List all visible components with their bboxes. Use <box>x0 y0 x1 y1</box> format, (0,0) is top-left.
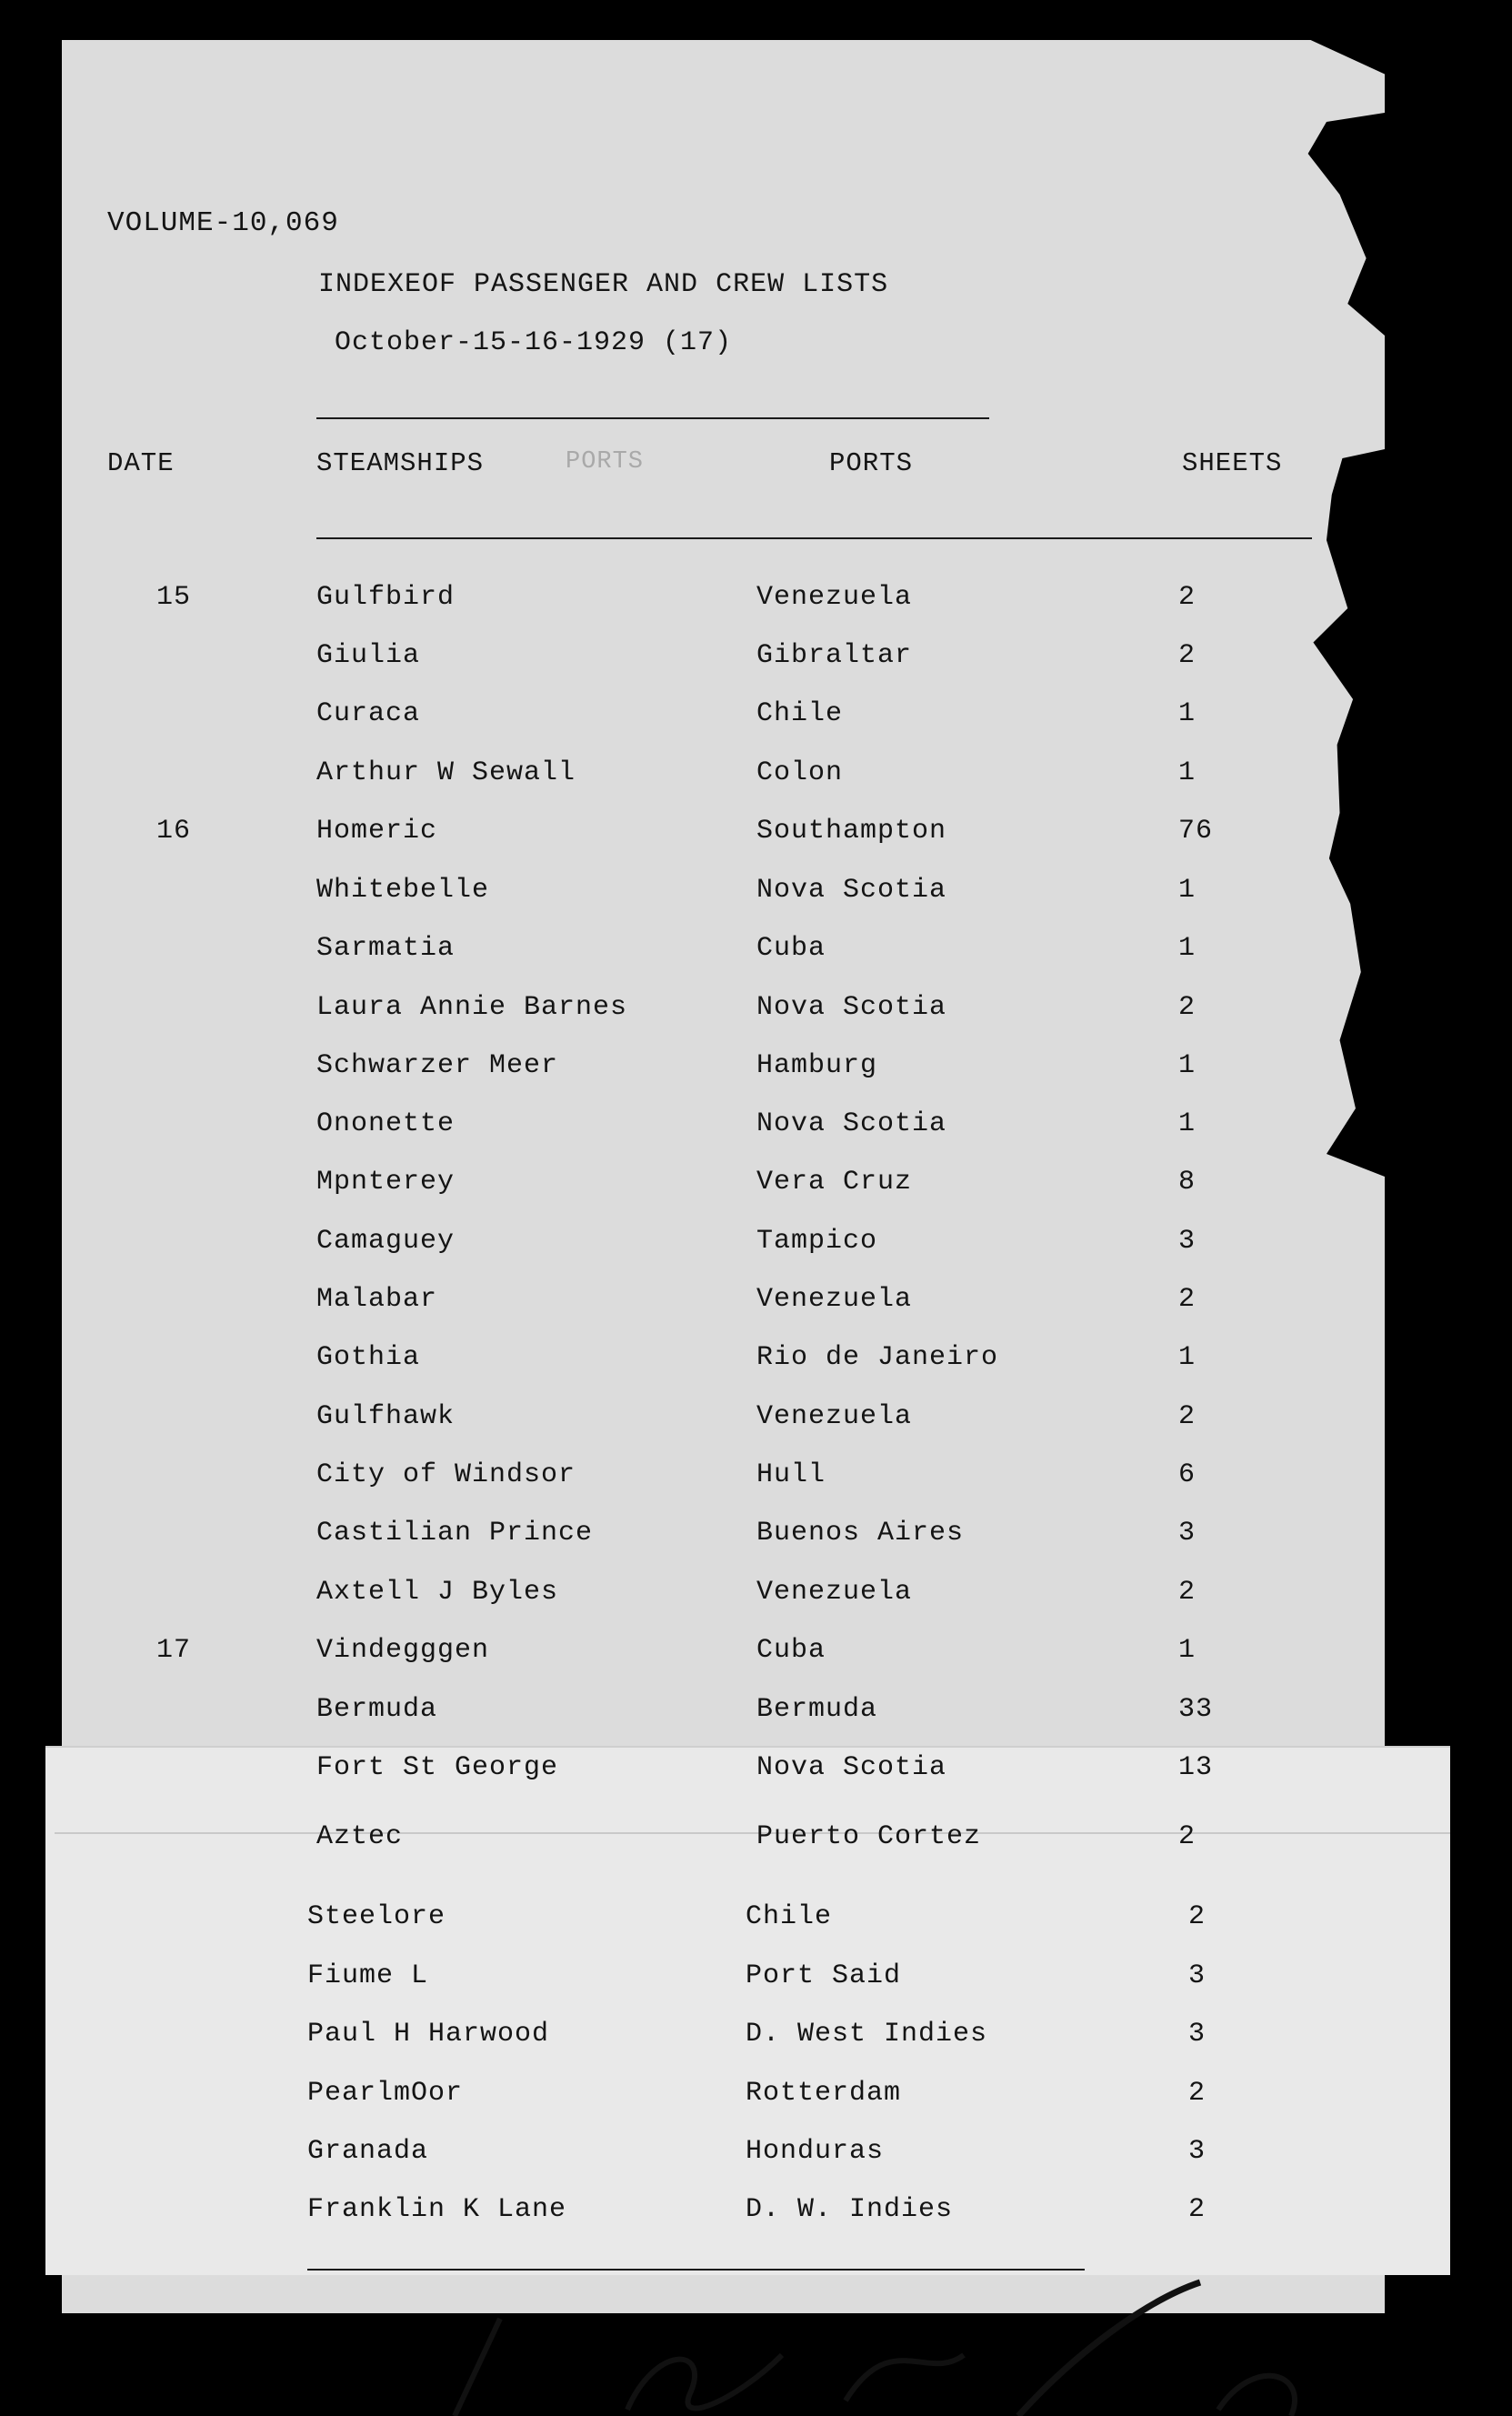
column-header-struck-ports: PORTS <box>566 448 645 476</box>
row-sheets: 2 <box>1178 1821 1197 1852</box>
row-steamship: Gulfbird <box>316 582 456 613</box>
row-sheets: 1 <box>1178 875 1197 906</box>
row-steamship: Ononette <box>316 1108 456 1139</box>
row-sheets: 76 <box>1178 816 1214 847</box>
row-port: Venezuela <box>756 1284 913 1315</box>
slip-edge <box>55 1832 1450 1834</box>
row-port: Hull <box>756 1459 826 1490</box>
row-date: 15 <box>156 582 192 613</box>
row-sheets: 8 <box>1178 1167 1197 1198</box>
row-steamship: Fort St George <box>316 1752 559 1783</box>
row-port: Honduras <box>746 2136 885 2167</box>
column-header-ports: PORTS <box>829 448 914 478</box>
row-sheets: 1 <box>1178 757 1197 788</box>
row-steamship: Whitebelle <box>316 875 490 906</box>
row-port: D. W. Indies <box>746 2194 954 2225</box>
row-steamship: Axtell J Byles <box>316 1577 559 1608</box>
row-date: 17 <box>156 1635 192 1666</box>
row-steamship: Curaca <box>316 698 421 729</box>
row-sheets: 2 <box>1178 1577 1197 1608</box>
signature-scrawl <box>418 2246 1418 2416</box>
title-rule <box>316 417 989 419</box>
row-sheets: 3 <box>1188 2019 1207 2050</box>
column-header-sheets: SHEETS <box>1182 448 1283 478</box>
row-sheets: 2 <box>1178 640 1197 671</box>
row-port: Bermuda <box>756 1694 878 1725</box>
row-steamship: Camaguey <box>316 1226 456 1257</box>
row-steamship: Steelore <box>307 1901 446 1932</box>
row-steamship: Laura Annie Barnes <box>316 992 628 1023</box>
row-port: Hamburg <box>756 1050 878 1081</box>
row-sheets: 3 <box>1188 1960 1207 1991</box>
row-steamship: Gulfhawk <box>316 1401 456 1432</box>
row-port: Cuba <box>756 933 826 964</box>
row-sheets: 3 <box>1188 2136 1207 2167</box>
row-port: Venezuela <box>756 1577 913 1608</box>
row-sheets: 3 <box>1178 1518 1197 1549</box>
row-port: Venezuela <box>756 582 913 613</box>
row-sheets: 1 <box>1178 698 1197 729</box>
column-header-date: DATE <box>107 448 175 478</box>
row-port: Rio de Janeiro <box>756 1342 999 1373</box>
row-sheets: 2 <box>1178 1401 1197 1432</box>
row-port: Nova Scotia <box>756 875 947 906</box>
row-port: Puerto Cortez <box>756 1821 982 1852</box>
row-port: Tampico <box>756 1226 878 1257</box>
row-sheets: 1 <box>1178 933 1197 964</box>
column-header-steamships: STEAMSHIPS <box>316 448 485 478</box>
row-port: Chile <box>746 1901 833 1932</box>
row-sheets: 2 <box>1178 992 1197 1023</box>
row-sheets: 6 <box>1178 1459 1197 1490</box>
row-steamship: Mpnterey <box>316 1167 456 1198</box>
row-sheets: 1 <box>1178 1108 1197 1139</box>
row-steamship: Bermuda <box>316 1694 438 1725</box>
row-sheets: 2 <box>1178 582 1197 613</box>
row-steamship: Franklin K Lane <box>307 2194 567 2225</box>
document-title: INDEXEOF PASSENGER AND CREW LISTS <box>318 269 889 300</box>
row-port: Port Said <box>746 1960 902 1991</box>
row-sheets: 1 <box>1178 1342 1197 1373</box>
row-steamship: Paul H Harwood <box>307 2019 550 2050</box>
row-steamship: Castilian Prince <box>316 1518 594 1549</box>
row-sheets: 33 <box>1178 1694 1214 1725</box>
row-steamship: Gothia <box>316 1342 421 1373</box>
document-date: October-15-16-1929 (17) <box>335 327 733 358</box>
row-port: Nova Scotia <box>756 992 947 1023</box>
row-steamship: Schwarzer Meer <box>316 1050 559 1081</box>
row-sheets: 2 <box>1188 2078 1207 2109</box>
row-steamship: Giulia <box>316 640 421 671</box>
row-port: Nova Scotia <box>756 1752 947 1783</box>
row-steamship: PearlmOor <box>307 2078 464 2109</box>
row-steamship: Fiume L <box>307 1960 429 1991</box>
row-port: Colon <box>756 757 844 788</box>
row-steamship: Granada <box>307 2136 429 2167</box>
row-steamship: Arthur W Sewall <box>316 757 576 788</box>
row-steamship: Aztec <box>316 1821 404 1852</box>
row-port: Chile <box>756 698 844 729</box>
row-date: 16 <box>156 816 192 847</box>
row-steamship: City of Windsor <box>316 1459 576 1490</box>
row-port: Vera Cruz <box>756 1167 913 1198</box>
row-sheets: 2 <box>1188 2194 1207 2225</box>
row-port: Buenos Aires <box>756 1518 965 1549</box>
row-sheets: 2 <box>1188 1901 1207 1932</box>
row-sheets: 3 <box>1178 1226 1197 1257</box>
row-port: Rotterdam <box>746 2078 902 2109</box>
row-steamship: Sarmatia <box>316 933 456 964</box>
row-steamship: Homeric <box>316 816 438 847</box>
row-port: Nova Scotia <box>756 1108 947 1139</box>
row-sheets: 1 <box>1178 1050 1197 1081</box>
row-steamship: Malabar <box>316 1284 438 1315</box>
row-port: D. West Indies <box>746 2019 988 2050</box>
header-rule <box>316 537 1312 539</box>
row-sheets: 2 <box>1178 1284 1197 1315</box>
row-port: Gibraltar <box>756 640 913 671</box>
row-steamship: Vindegggen <box>316 1635 490 1666</box>
row-port: Venezuela <box>756 1401 913 1432</box>
row-sheets: 1 <box>1178 1635 1197 1666</box>
row-sheets: 13 <box>1178 1752 1214 1783</box>
row-port: Southampton <box>756 816 947 847</box>
row-port: Cuba <box>756 1635 826 1666</box>
volume-number: VOLUME-10,069 <box>107 207 339 239</box>
